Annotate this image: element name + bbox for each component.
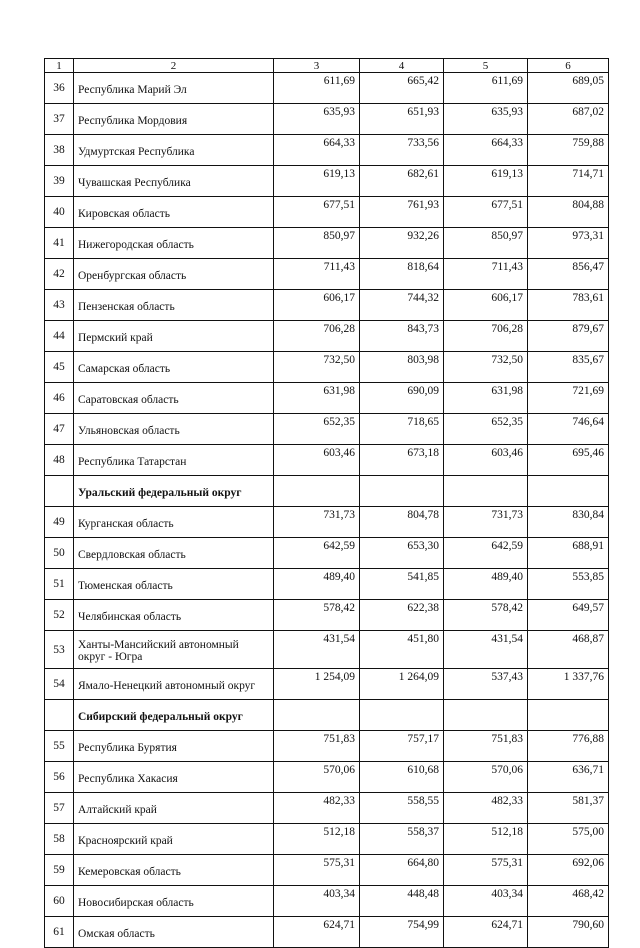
value-cell: 932,26 [360,228,444,259]
value-cell [528,476,609,507]
row-number: 47 [45,414,74,445]
value-cell: 489,40 [444,569,528,600]
value-cell: 973,31 [528,228,609,259]
table-row [45,855,609,886]
table-row [45,383,609,414]
section-row [45,700,609,731]
value-cell: 687,02 [528,104,609,135]
value-cell: 606,17 [274,290,360,321]
region-name: Курганская область [74,507,274,538]
value-cell: 606,17 [444,290,528,321]
value-cell [528,700,609,731]
region-name: Республика Татарстан [74,445,274,476]
value-cell [360,700,444,731]
value-cell: 746,64 [528,414,609,445]
table-row [45,886,609,917]
table-row [45,762,609,793]
row-number: 36 [45,73,74,104]
region-name: Кемеровская область [74,855,274,886]
table-row [45,669,609,700]
value-cell: 468,87 [528,631,609,669]
value-cell: 721,69 [528,383,609,414]
value-cell [274,700,360,731]
section-title: Сибирский федеральный округ [74,700,274,731]
value-cell: 759,88 [528,135,609,166]
row-number: 45 [45,352,74,383]
value-cell: 649,57 [528,600,609,631]
region-name: Саратовская область [74,383,274,414]
value-cell: 431,54 [274,631,360,669]
value-cell: 578,42 [274,600,360,631]
value-cell [360,476,444,507]
row-number: 51 [45,569,74,600]
region-name: Омская область [74,917,274,948]
row-number: 53 [45,631,74,669]
table-row [45,445,609,476]
value-cell: 804,78 [360,507,444,538]
column-header: 2 [74,59,274,73]
value-cell: 757,17 [360,731,444,762]
value-cell: 642,59 [274,538,360,569]
region-name: Алтайский край [74,793,274,824]
value-cell: 754,99 [360,917,444,948]
value-cell: 610,68 [360,762,444,793]
value-cell: 692,06 [528,855,609,886]
value-cell: 1 254,09 [274,669,360,700]
value-cell: 489,40 [274,569,360,600]
row-number: 40 [45,197,74,228]
value-cell: 732,50 [444,352,528,383]
value-cell: 688,91 [528,538,609,569]
value-cell: 636,71 [528,762,609,793]
row-number: 59 [45,855,74,886]
value-cell: 431,54 [444,631,528,669]
value-cell: 835,67 [528,352,609,383]
value-cell: 804,88 [528,197,609,228]
value-cell: 635,93 [274,104,360,135]
value-cell: 830,84 [528,507,609,538]
row-number-cell [45,700,74,731]
regions-table [44,58,609,948]
value-cell: 575,31 [274,855,360,886]
value-cell: 603,46 [444,445,528,476]
value-cell: 783,61 [528,290,609,321]
table-row [45,569,609,600]
value-cell: 581,37 [528,793,609,824]
value-cell: 631,98 [274,383,360,414]
value-cell: 558,37 [360,824,444,855]
value-cell: 790,60 [528,917,609,948]
value-cell: 732,50 [274,352,360,383]
table-row [45,73,609,104]
value-cell: 706,28 [444,321,528,352]
value-cell: 731,73 [274,507,360,538]
value-cell: 570,06 [274,762,360,793]
column-header: 1 [45,59,74,73]
row-number: 48 [45,445,74,476]
row-number: 57 [45,793,74,824]
row-number: 49 [45,507,74,538]
value-cell: 558,55 [360,793,444,824]
value-cell: 803,98 [360,352,444,383]
value-cell: 664,33 [274,135,360,166]
section-row [45,476,609,507]
value-cell: 714,71 [528,166,609,197]
value-cell [444,476,528,507]
column-header: 5 [444,59,528,73]
value-cell: 451,80 [360,631,444,669]
value-cell: 642,59 [444,538,528,569]
region-name: Ульяновская область [74,414,274,445]
value-cell: 575,31 [444,855,528,886]
table-row [45,917,609,948]
value-cell: 711,43 [444,259,528,290]
value-cell: 652,35 [274,414,360,445]
column-header: 3 [274,59,360,73]
value-cell: 624,71 [444,917,528,948]
value-cell: 619,13 [444,166,528,197]
value-cell: 651,93 [360,104,444,135]
value-cell: 578,42 [444,600,528,631]
value-cell: 818,64 [360,259,444,290]
table-row [45,600,609,631]
value-cell: 570,06 [444,762,528,793]
column-header: 6 [528,59,609,73]
region-name: Пензенская область [74,290,274,321]
value-cell: 622,38 [360,600,444,631]
value-cell: 711,43 [274,259,360,290]
region-name: Красноярский край [74,824,274,855]
row-number: 46 [45,383,74,414]
row-number: 42 [45,259,74,290]
column-header: 4 [360,59,444,73]
value-cell: 690,09 [360,383,444,414]
region-name: Республика Хакасия [74,762,274,793]
value-cell: 1 337,76 [528,669,609,700]
value-cell: 512,18 [444,824,528,855]
value-cell: 665,42 [360,73,444,104]
value-cell: 718,65 [360,414,444,445]
value-cell: 682,61 [360,166,444,197]
value-cell: 744,32 [360,290,444,321]
value-cell: 879,67 [528,321,609,352]
value-cell: 448,48 [360,886,444,917]
value-cell: 635,93 [444,104,528,135]
value-cell: 733,56 [360,135,444,166]
value-cell: 761,93 [360,197,444,228]
row-number: 56 [45,762,74,793]
value-cell: 731,73 [444,507,528,538]
value-cell: 611,69 [444,73,528,104]
value-cell: 689,05 [528,73,609,104]
table-row [45,135,609,166]
region-name: Ханты-Мансийский автономный округ - Югра [74,631,274,669]
value-cell: 482,33 [444,793,528,824]
value-cell: 537,43 [444,669,528,700]
value-cell: 664,33 [444,135,528,166]
value-cell: 706,28 [274,321,360,352]
region-name: Чувашская Республика [74,166,274,197]
row-number: 61 [45,917,74,948]
value-cell: 751,83 [274,731,360,762]
value-cell: 1 264,09 [360,669,444,700]
region-name: Пермский край [74,321,274,352]
value-cell: 850,97 [274,228,360,259]
table-row [45,793,609,824]
region-name: Тюменская область [74,569,274,600]
value-cell: 512,18 [274,824,360,855]
row-number: 38 [45,135,74,166]
table-row [45,104,609,135]
region-name: Нижегородская область [74,228,274,259]
table-row [45,228,609,259]
value-cell: 631,98 [444,383,528,414]
value-cell: 843,73 [360,321,444,352]
table-row [45,507,609,538]
region-name: Оренбургская область [74,259,274,290]
row-number: 58 [45,824,74,855]
value-cell: 695,46 [528,445,609,476]
table-row [45,631,609,669]
table-row [45,824,609,855]
region-name: Челябинская область [74,600,274,631]
row-number-cell [45,476,74,507]
row-number: 60 [45,886,74,917]
value-cell: 677,51 [274,197,360,228]
value-cell: 673,18 [360,445,444,476]
section-title: Уральский федеральный округ [74,476,274,507]
row-number: 43 [45,290,74,321]
row-number: 50 [45,538,74,569]
value-cell: 403,34 [444,886,528,917]
value-cell: 611,69 [274,73,360,104]
table-row [45,352,609,383]
table-row [45,414,609,445]
table-row [45,166,609,197]
row-number: 37 [45,104,74,135]
value-cell: 575,00 [528,824,609,855]
region-name: Новосибирская область [74,886,274,917]
value-cell: 677,51 [444,197,528,228]
value-cell: 603,46 [274,445,360,476]
row-number: 39 [45,166,74,197]
table-row [45,259,609,290]
region-name: Самарская область [74,352,274,383]
region-name: Ямало-Ненецкий автономный округ [74,669,274,700]
value-cell: 553,85 [528,569,609,600]
header-row [45,59,609,73]
row-number: 44 [45,321,74,352]
region-name: Удмуртская Республика [74,135,274,166]
value-cell: 776,88 [528,731,609,762]
row-number: 54 [45,669,74,700]
table-row [45,290,609,321]
row-number: 52 [45,600,74,631]
value-cell [274,476,360,507]
value-cell: 653,30 [360,538,444,569]
value-cell: 624,71 [274,917,360,948]
value-cell: 482,33 [274,793,360,824]
value-cell: 541,85 [360,569,444,600]
region-name: Кировская область [74,197,274,228]
value-cell: 468,42 [528,886,609,917]
value-cell: 652,35 [444,414,528,445]
value-cell: 856,47 [528,259,609,290]
region-name: Свердловская область [74,538,274,569]
table-row [45,197,609,228]
table-row [45,731,609,762]
value-cell: 664,80 [360,855,444,886]
row-number: 41 [45,228,74,259]
row-number: 55 [45,731,74,762]
table-row [45,321,609,352]
region-name: Республика Мордовия [74,104,274,135]
value-cell [444,700,528,731]
value-cell: 751,83 [444,731,528,762]
value-cell: 619,13 [274,166,360,197]
region-name: Республика Марий Эл [74,73,274,104]
value-cell: 850,97 [444,228,528,259]
table-body [45,59,609,948]
region-name: Республика Бурятия [74,731,274,762]
value-cell: 403,34 [274,886,360,917]
table-row [45,538,609,569]
